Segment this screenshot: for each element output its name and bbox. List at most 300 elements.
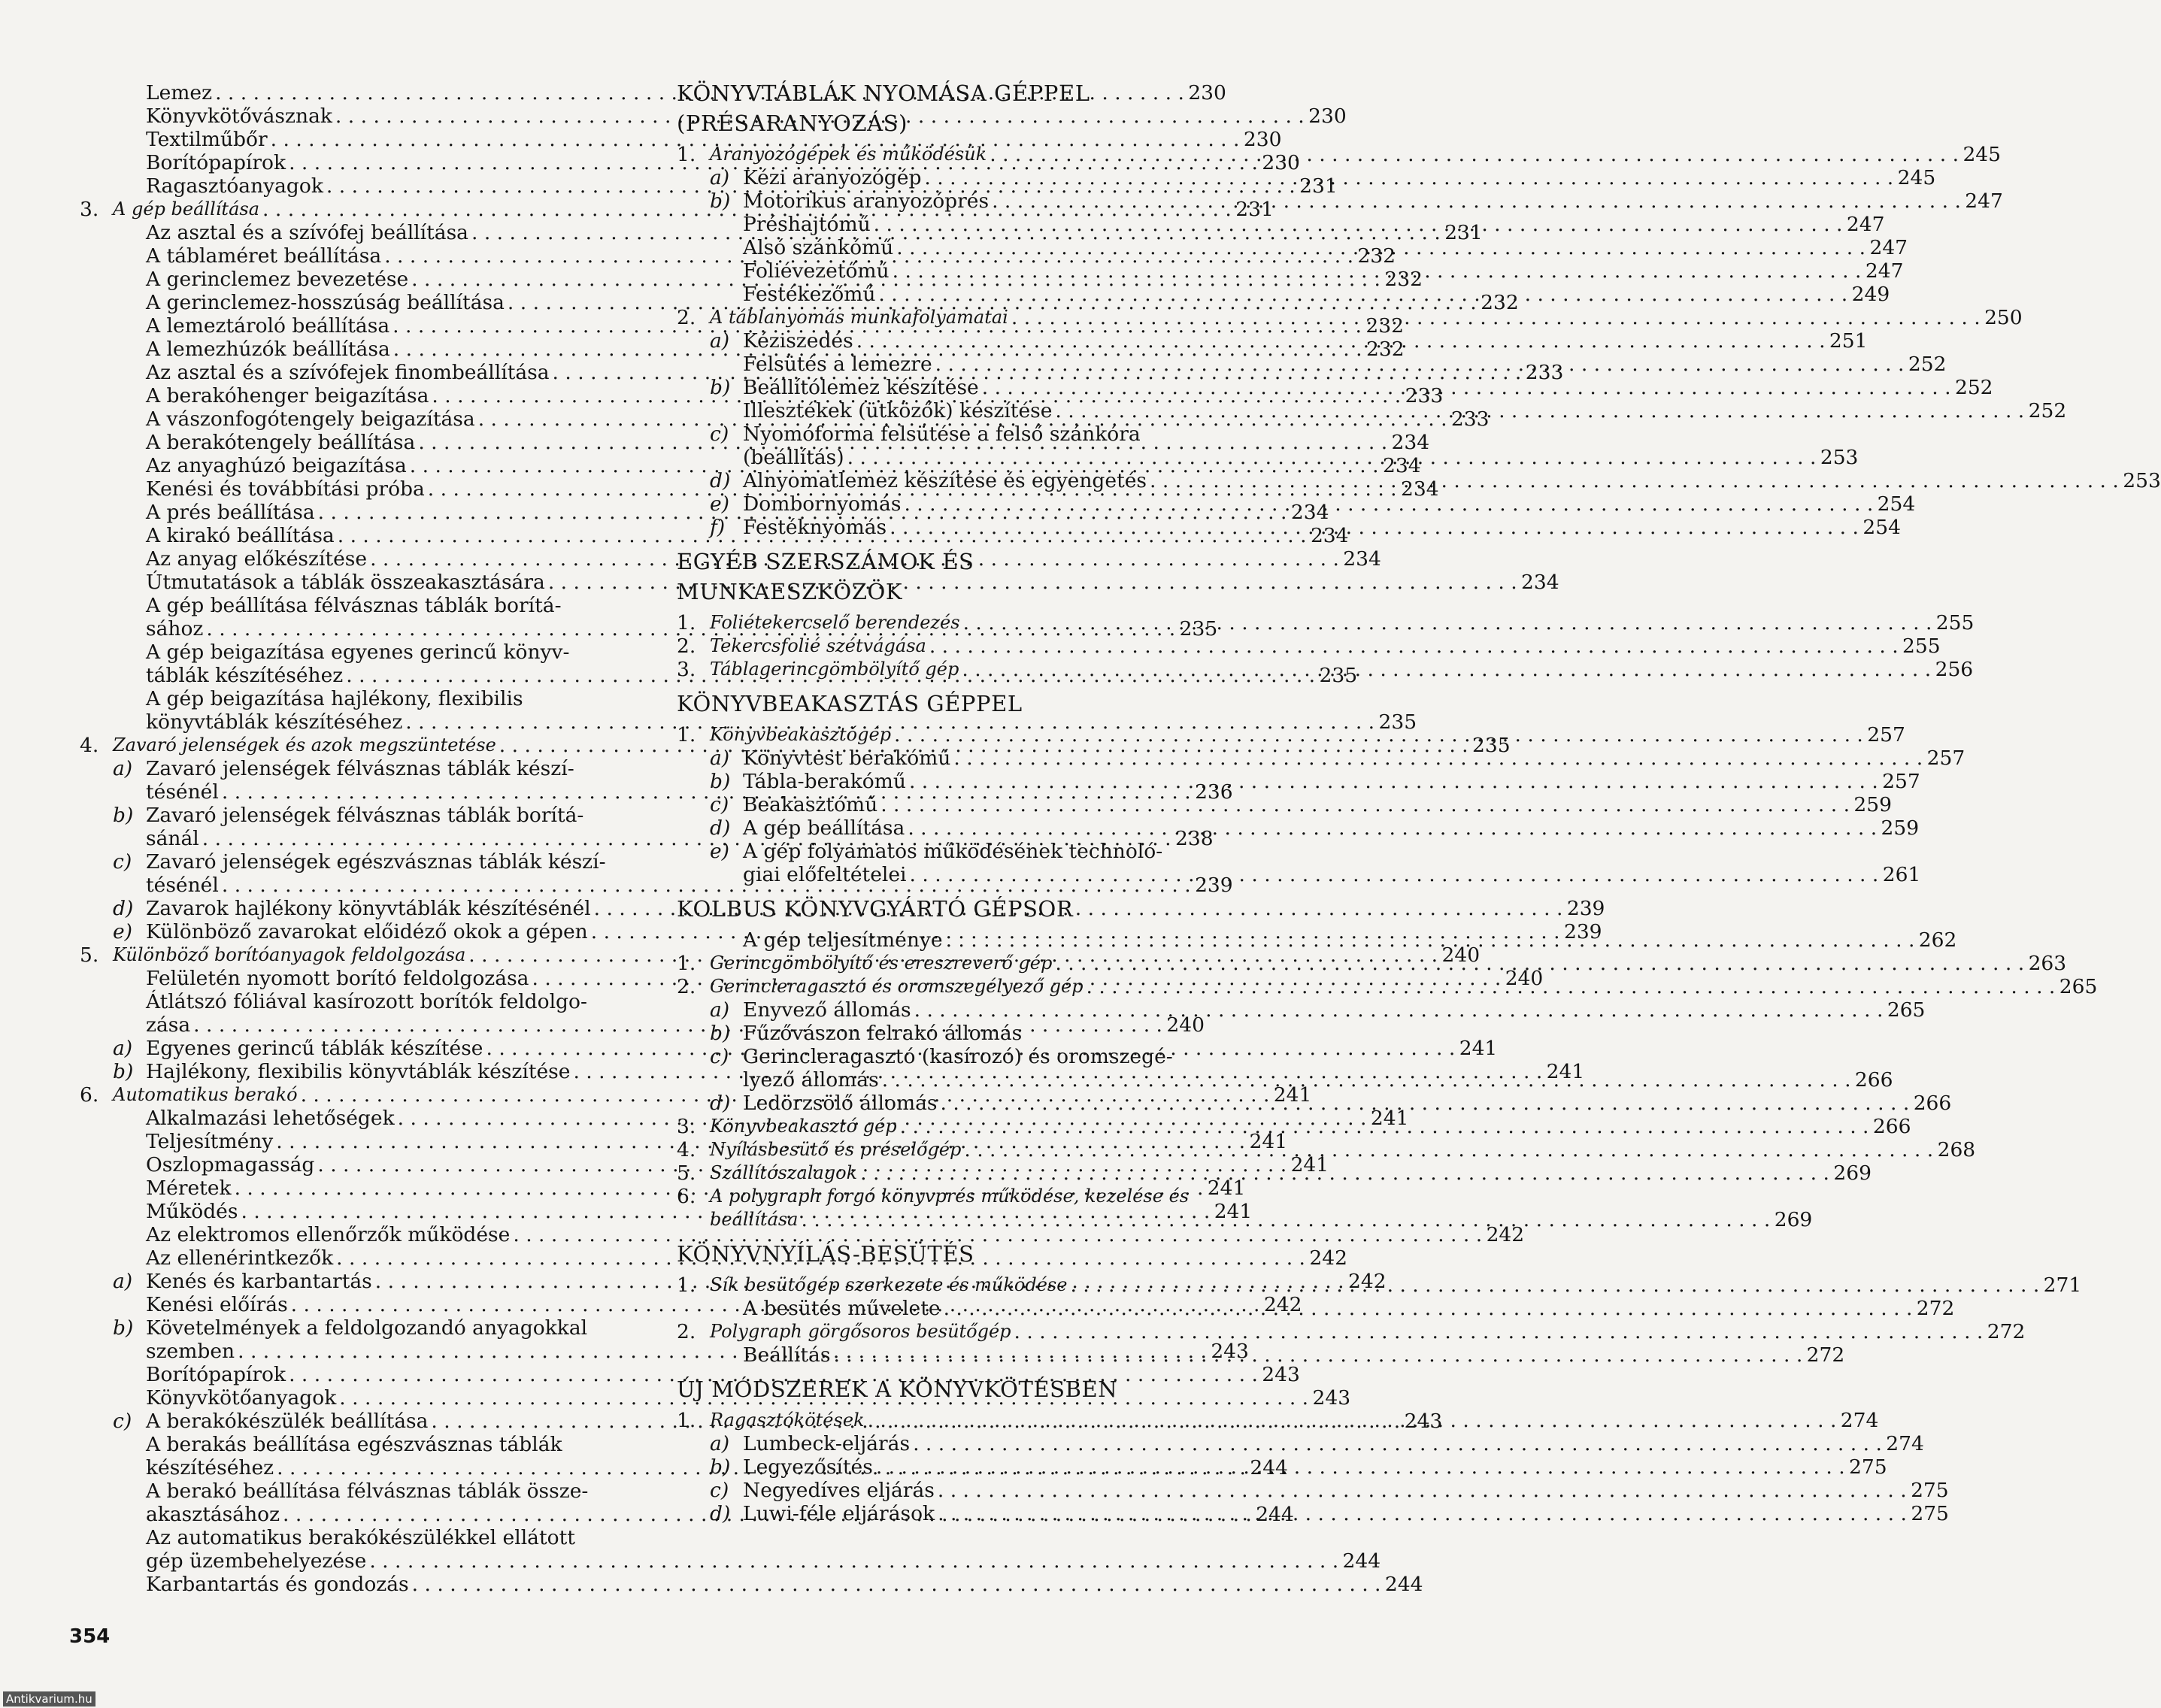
leader-dots	[935, 1479, 1910, 1502]
entry-title: Követelmények a feldolgozandó anyagokkal	[146, 1316, 588, 1340]
page-ref: 234	[1391, 431, 1430, 454]
page-ref: 232	[1365, 314, 1404, 338]
entry-letter: e)	[710, 492, 730, 516]
toc-entry	[80, 1573, 1423, 1596]
entry-title: Az asztal és a szívófejek finombeállítása	[146, 361, 550, 384]
entry-title: könyvtáblák készítéséhez	[146, 710, 403, 734]
entry-title: Különböző zavarokat előidéző okok a gépen	[146, 920, 588, 943]
page-ref: 253	[1820, 446, 1859, 469]
entry-title: Különböző borítóanyagok feldolgozása	[113, 944, 466, 965]
entry-title: Kézi aranyozógép	[743, 166, 922, 189]
toc-entry	[80, 1363, 1300, 1386]
section-heading: EGYÉB SZERSZÁMOK ÉS	[677, 549, 974, 574]
toc-entry	[80, 1433, 651, 1456]
entry-title: Festéknyomás	[743, 516, 887, 539]
toc-entry	[677, 863, 1921, 886]
entry-title: Legyezősítés	[743, 1455, 873, 1479]
toc-entry	[677, 611, 1975, 634]
entry-letter: a)	[710, 1432, 730, 1455]
page-ref: 259	[1881, 816, 1920, 840]
page-ref: 252	[1908, 353, 1947, 376]
entry-title: Foliétekercselő berendezés	[710, 612, 960, 633]
entry-number: 5.	[677, 1161, 696, 1185]
page-ref: 230	[1308, 104, 1347, 128]
section-heading: KÖNYVTÁBLÁK NYOMÁSA GÉPPEL	[677, 80, 1090, 106]
toc-entry	[677, 770, 1920, 793]
entry-title: Egyenes gerincű táblák készítése	[146, 1037, 483, 1060]
page-ref: 233	[1525, 361, 1564, 384]
section-heading: KÖNYVNYÍLÁS-BESÜTÉS	[677, 1241, 974, 1267]
entry-letter: e)	[113, 920, 133, 943]
page-ref: 235	[1319, 664, 1358, 687]
leader-dots	[871, 213, 1846, 236]
page-ref: 230	[1188, 81, 1226, 104]
entry-title: Az anyaghúzó beigazítása	[146, 454, 407, 477]
page-ref: 242	[1347, 1270, 1387, 1293]
page-ref: 274	[1840, 1409, 1879, 1432]
entry-title: Könyvtest berakómű	[743, 746, 951, 770]
entry-letter: d)	[710, 816, 731, 840]
entry-title: Útmutatások a táblák összeakasztására	[146, 571, 545, 594]
entry-letter: b)	[710, 1455, 731, 1479]
entry-letter: b)	[113, 804, 134, 827]
toc-entry	[80, 640, 651, 664]
page-ref: 232	[1365, 338, 1405, 361]
toc-entry	[677, 793, 1892, 816]
entry-title: A gép beállítása	[743, 816, 905, 840]
page-ref: 242	[1309, 1246, 1347, 1270]
page-ref: 254	[1862, 516, 1901, 539]
toc-entry	[80, 1316, 651, 1340]
page-ref: 242	[1486, 1223, 1525, 1246]
entry-title: Gerincgömbölyítő és ereszreverő gép	[710, 952, 1053, 974]
entry-title: Könyvkötővásznak	[146, 104, 332, 128]
entry-title: A berakóhenger beigazítása	[146, 384, 429, 407]
page-ref: 271	[2043, 1273, 2082, 1297]
toc-entry	[677, 1432, 1924, 1455]
entry-title: Az ellenérintkezők	[146, 1246, 334, 1270]
entry-title: A táblanyomás munkafolyamatai	[710, 307, 1008, 328]
page-ref: 232	[1357, 244, 1396, 268]
toc-entry	[80, 710, 1417, 734]
leader-dots	[926, 634, 1902, 658]
entry-number: 2.	[677, 975, 696, 998]
toc-entry	[677, 840, 1242, 863]
entry-title: A vászonfogótengely beigazítása	[146, 407, 475, 431]
entry-title: Illesztékek (ütközők) készítése	[743, 399, 1053, 422]
page-ref: 233	[1405, 384, 1444, 407]
page-ref: 236	[1195, 780, 1233, 804]
entry-title: Könyvbeakasztógép	[710, 724, 892, 745]
page-ref: 269	[1833, 1161, 1872, 1185]
entry-title: lyező állomás	[743, 1068, 879, 1092]
page-ref: 265	[1887, 998, 1926, 1022]
leader-dots	[1147, 469, 2122, 492]
entry-title: Tábla-berakómű	[743, 770, 906, 793]
toc-entry	[80, 1549, 1381, 1573]
entry-title: A kirakó beállítása	[146, 524, 335, 547]
entry-title: Táblagerincgömbölyítő gép	[710, 659, 959, 680]
entry-letter: a)	[113, 1270, 133, 1293]
entry-title: Gerincleragasztó és oromszegélyező gép	[710, 976, 1084, 997]
entry-title: A gerinclemez-hosszúság beállítása	[146, 291, 505, 314]
page-ref: 244	[1250, 1456, 1288, 1479]
entry-title: A polygraph forgó könyvprés működése, kezelése és	[710, 1186, 1190, 1207]
entry-title: Az asztal és a szívófej beállítása	[146, 221, 468, 244]
entry-letter: b)	[710, 1022, 731, 1045]
entry-letter: b)	[710, 770, 731, 793]
entry-title: tésénél	[146, 874, 219, 897]
entry-number: 3.	[677, 658, 696, 681]
entry-title: Préshajtómű	[743, 213, 871, 236]
entry-title: A gép beállítása félvásznas táblák borítá-	[146, 594, 562, 617]
entry-letter: d)	[113, 897, 134, 920]
page-ref: 232	[1384, 268, 1423, 291]
entry-letter: a)	[113, 1037, 133, 1060]
entry-number: 1.	[677, 1409, 696, 1432]
toc-entry	[677, 746, 1966, 770]
toc-entry	[677, 816, 1920, 840]
entry-title: Lemez	[146, 81, 213, 104]
entry-title: Méretek	[146, 1177, 232, 1200]
page-ref: 256	[1935, 658, 1974, 681]
leader-dots	[905, 816, 1880, 840]
entry-title: Kéziszedés	[743, 329, 853, 353]
page-ref: 272	[1806, 1343, 1845, 1367]
page-ref: 255	[1902, 634, 1941, 658]
entry-letter: c)	[710, 422, 729, 446]
page-ref: 241	[1546, 1060, 1585, 1083]
page-ref: 239	[1563, 920, 1602, 943]
page-ref: 275	[1911, 1502, 1949, 1525]
entry-number: 4.	[677, 1138, 696, 1161]
leader-dots	[1008, 306, 1984, 329]
entry-title: giai előfeltételei	[743, 863, 907, 886]
leader-dots	[907, 863, 1882, 886]
leader-dots	[937, 1092, 1912, 1115]
leader-dots	[901, 492, 1876, 516]
entry-title: A gép folyamatos működésének technoló-	[743, 840, 1163, 863]
entry-number: 2.	[677, 634, 696, 658]
entry-title: Aranyozógépek és működésük	[710, 144, 987, 165]
entry-title: sánál	[146, 827, 199, 850]
leader-dots	[960, 611, 1935, 634]
leader-dots	[1052, 399, 2027, 422]
entry-letter: b)	[113, 1060, 134, 1083]
page-ref: 234	[1382, 454, 1421, 477]
page-ref: 252	[2028, 399, 2067, 422]
page-ref: 241	[1273, 1083, 1312, 1107]
entry-title: A berakókészülék beállítása	[146, 1410, 429, 1433]
entry-title: A gép teljesítménye	[743, 928, 943, 952]
leader-dots	[921, 166, 1896, 189]
entry-letter: a)	[710, 998, 730, 1022]
page-ref: 250	[1984, 306, 2023, 329]
page-number: 354	[69, 1625, 111, 1648]
toc-entry	[80, 1223, 1525, 1246]
entry-title: A gép beigazítása hajlékony, flexibilis	[146, 687, 523, 710]
page-ref: 247	[1869, 236, 1908, 259]
leader-dots	[893, 236, 1869, 259]
leader-dots	[844, 446, 1820, 469]
entry-title: Alkalmazási lehetőségek	[146, 1107, 395, 1130]
entry-number: 5.	[80, 943, 99, 967]
entry-title: Teljesítmény	[146, 1130, 274, 1153]
leader-dots	[890, 259, 1865, 283]
leader-dots	[1011, 1320, 1987, 1343]
section-heading: KOLBUS KÖNYVGYÁRTÓ GÉPSOR	[677, 896, 1074, 922]
section-heading: MUNKAESZKÖZÖK	[677, 579, 903, 604]
entry-letter: d)	[710, 1092, 731, 1115]
toc-entry	[80, 1526, 651, 1549]
page-ref: 247	[1865, 259, 1904, 283]
page-ref: 272	[1987, 1320, 2026, 1343]
entry-letter: b)	[710, 376, 731, 399]
toc-entry	[80, 128, 1282, 151]
entry-letter: a)	[710, 329, 730, 353]
entry-title: Nyomóforma felsütése a felső szánkóra	[743, 422, 1141, 446]
page-ref: 243	[1312, 1386, 1351, 1410]
entry-title: Fűzővászon felrakó állomás	[743, 1022, 1023, 1045]
page-ref: 233	[1450, 407, 1490, 431]
entry-title: Könyvkötőanyagok	[146, 1386, 337, 1410]
entry-title: Polygraph görgősoros besütőgép	[710, 1321, 1011, 1342]
entry-title: Ragasztókötések	[710, 1410, 865, 1431]
page-ref: 245	[1897, 166, 1936, 189]
page-ref: 241	[1459, 1037, 1498, 1060]
page-ref: 235	[1378, 710, 1417, 734]
page-ref: 244	[1384, 1573, 1423, 1596]
leader-dots	[897, 1115, 1872, 1138]
entry-number: 1.	[677, 723, 696, 746]
entry-title: Luwi-féle eljárások	[743, 1502, 935, 1525]
entry-title: Átlátszó fóliával kasírozott borítók feldolgo-	[146, 990, 587, 1013]
leader-dots	[1052, 952, 2027, 975]
page-ref: 240	[1441, 943, 1481, 967]
entry-title: Gerincleragasztó (kasírozó) és oromszegé-	[743, 1045, 1173, 1068]
page-ref: 245	[1962, 143, 2002, 166]
entry-title: Alsó szánkómű	[743, 236, 894, 259]
entry-title: táblák készítéséhez	[146, 664, 344, 687]
page-ref: 257	[1867, 723, 1905, 746]
leader-dots	[911, 998, 1887, 1022]
leader-dots	[943, 928, 1918, 952]
page-ref: 275	[1911, 1479, 1949, 1502]
page-ref: 241	[1290, 1153, 1329, 1177]
entry-title: A lemezhúzók beállítása	[146, 338, 390, 361]
page-ref: 239	[1195, 874, 1233, 897]
entry-letter: a)	[710, 166, 730, 189]
entry-title: Működés	[146, 1200, 238, 1223]
page-ref: 232	[1481, 291, 1519, 314]
page-ref: 243	[1404, 1410, 1443, 1433]
page-ref: 249	[1851, 283, 1890, 306]
entry-letter: a)	[710, 746, 730, 770]
entry-title: Az anyag előkészítése	[146, 547, 368, 571]
entry-title: Zavaró jelenségek félvásznas táblák készí-	[146, 757, 574, 780]
entry-title: Borítópapírok	[146, 1363, 286, 1386]
entry-number: 1.	[677, 143, 696, 166]
page-ref: 266	[1872, 1115, 1911, 1138]
toc-entry	[677, 1045, 1242, 1068]
entry-letter: d)	[710, 1502, 731, 1525]
entry-title: Zavaró jelenségek egészvásznas táblák készí-	[146, 850, 606, 874]
entry-number: 1.	[677, 611, 696, 634]
section-heading: (PRÉSARANYOZÁS)	[677, 111, 908, 136]
toc-entry	[80, 804, 651, 827]
entry-title: Textilműbőr	[146, 128, 268, 151]
entry-title: A besütés művelete	[743, 1297, 941, 1320]
entry-title: sához	[146, 617, 204, 640]
page-ref: 238	[1174, 827, 1214, 850]
entry-title: Zavaró jelenségek félvásznas táblák borítá-	[146, 804, 584, 827]
toc-entry	[677, 1022, 1242, 1045]
entry-letter: b)	[113, 1316, 134, 1340]
page-ref: 251	[1829, 329, 1868, 353]
page-ref: 257	[1926, 746, 1966, 770]
page-ref: 241	[1249, 1130, 1288, 1153]
page-ref: 274	[1886, 1432, 1924, 1455]
entry-number: 2.	[677, 1320, 696, 1343]
page-ref: 243	[1211, 1340, 1249, 1363]
toc-entry	[80, 1479, 651, 1503]
toc-entry	[80, 757, 651, 780]
leader-dots	[865, 1409, 1840, 1432]
entry-title: Karbantartás és gondozás	[146, 1573, 409, 1596]
toc-entry	[80, 594, 651, 617]
entry-title: akasztásához	[146, 1503, 280, 1526]
entry-number: 3.	[80, 198, 99, 221]
section-heading: ÚJ MÓDSZEREK A KÖNYVKÖTÉSBEN	[677, 1376, 1118, 1402]
toc-entry	[677, 1185, 1242, 1208]
entry-title: Automatikus berakó	[113, 1084, 298, 1105]
entry-title: Ragasztóanyagok	[146, 174, 323, 198]
entry-letter: c)	[113, 1410, 132, 1433]
leader-dots	[932, 353, 1908, 376]
entry-title: A berakó beállítása félvásznas táblák össze-	[146, 1479, 589, 1503]
entry-number: 4.	[80, 734, 99, 757]
entry-title: Kenés és karbantartás	[146, 1270, 372, 1293]
leader-dots	[877, 793, 1853, 816]
entry-title: Beállítólemez készítése	[743, 376, 979, 399]
entry-title: Könyvbeakasztó gép	[710, 1116, 897, 1137]
page-ref: 234	[1521, 571, 1559, 594]
entry-title: Enyvező állomás	[743, 998, 911, 1022]
leader-dots	[366, 1549, 1341, 1573]
entry-number: 6.	[80, 1083, 99, 1107]
entry-number: 2.	[677, 306, 696, 329]
toc-entry	[80, 990, 651, 1013]
leader-dots	[853, 329, 1829, 353]
page-ref: 234	[1343, 547, 1381, 571]
entry-title: készítéséhez	[146, 1456, 274, 1479]
entry-title: Festékezőmű	[743, 283, 876, 306]
entry-title: Felületén nyomott borító feldolgozása	[146, 967, 529, 990]
toc-entry	[80, 850, 651, 874]
entry-title: Oszlopmagasság	[146, 1153, 315, 1177]
page-ref: 255	[1935, 611, 1975, 634]
page-ref: 234	[1310, 524, 1349, 547]
toc-entry	[677, 1320, 2026, 1343]
leader-dots	[1084, 975, 2059, 998]
page-ref: 240	[1166, 1013, 1205, 1037]
entry-letter: c)	[113, 850, 132, 874]
toc-entry	[677, 422, 1242, 446]
page-ref: 231	[1444, 221, 1483, 244]
entry-title: Hajlékony, flexibilis könyvtáblák készítése	[146, 1060, 571, 1083]
leader-dots	[979, 376, 1954, 399]
toc-entry	[677, 1343, 1845, 1367]
page-ref: 243	[1262, 1363, 1300, 1386]
page-ref: 272	[1916, 1297, 1955, 1320]
page-ref: 244	[1256, 1503, 1294, 1526]
page-ref: 253	[2123, 469, 2161, 492]
entry-title: A lemeztároló beállítása	[146, 314, 390, 338]
entry-number: 6.	[677, 1185, 696, 1208]
toc-entry	[80, 687, 651, 710]
page-ref: 269	[1774, 1208, 1813, 1231]
entry-title: (beállítás)	[743, 446, 844, 469]
entry-letter: c)	[710, 793, 729, 816]
leader-dots	[910, 1432, 1885, 1455]
page-ref: 239	[1566, 897, 1605, 920]
entry-title: Nyílásbesütő és préselőgép	[710, 1139, 962, 1160]
entry-title: A berakótengely beállítása	[146, 431, 416, 454]
leader-dots	[891, 723, 1866, 746]
entry-letter: b)	[710, 189, 731, 213]
entry-letter: c)	[710, 1479, 729, 1502]
entry-title: Foliévezetőmű	[743, 259, 890, 283]
page-ref: 241	[1207, 1177, 1246, 1200]
leader-dots	[935, 1502, 1910, 1525]
entry-title: Kenési és továbbítási próba	[146, 477, 425, 501]
leader-dots	[1067, 1273, 2042, 1297]
toc-entry	[677, 998, 1926, 1022]
entry-title: Zavarok hajlékony könyvtáblák készítésénél	[146, 897, 591, 920]
watermark: Antikvarium.hu	[3, 1691, 95, 1706]
page-ref: 259	[1853, 793, 1892, 816]
toc-entry	[677, 634, 1941, 658]
entry-number: 1.	[677, 952, 696, 975]
entry-title: Motorikus aranyozóprés	[743, 189, 990, 213]
entry-title: Az elektromos ellenőrzők működése	[146, 1223, 511, 1246]
page-ref: 257	[1882, 770, 1920, 793]
page-ref: 266	[1854, 1068, 1893, 1092]
leader-dots	[906, 770, 1881, 793]
page-ref: 244	[1342, 1549, 1381, 1573]
page-ref: 268	[1937, 1138, 1976, 1161]
page-ref: 265	[2059, 975, 2098, 998]
page-ref: 275	[1849, 1455, 1887, 1479]
entry-title: beállítása	[710, 1209, 799, 1230]
entry-title: Felsütés a lemezre	[743, 353, 932, 376]
entry-title: A táblaméret beállítása	[146, 244, 382, 268]
page-ref: 262	[1918, 928, 1957, 952]
leader-dots	[959, 658, 1934, 681]
leader-dots	[857, 1161, 1832, 1185]
page-ref: 242	[1263, 1293, 1302, 1316]
page-ref: 231	[1299, 174, 1338, 198]
entry-title: A gerinclemez bevezetése	[146, 268, 409, 291]
page-ref: 247	[1846, 213, 1885, 236]
entry-title: A berakás beállítása egészvásznas táblák	[146, 1433, 562, 1456]
page-ref: 241	[1214, 1200, 1253, 1223]
page-ref: 234	[1401, 477, 1439, 501]
entry-title: Borítópapírok	[146, 151, 286, 174]
leader-dots	[879, 1068, 1854, 1092]
page-ref: 230	[1243, 128, 1282, 151]
entry-title: Szállítószalagok	[710, 1162, 858, 1183]
